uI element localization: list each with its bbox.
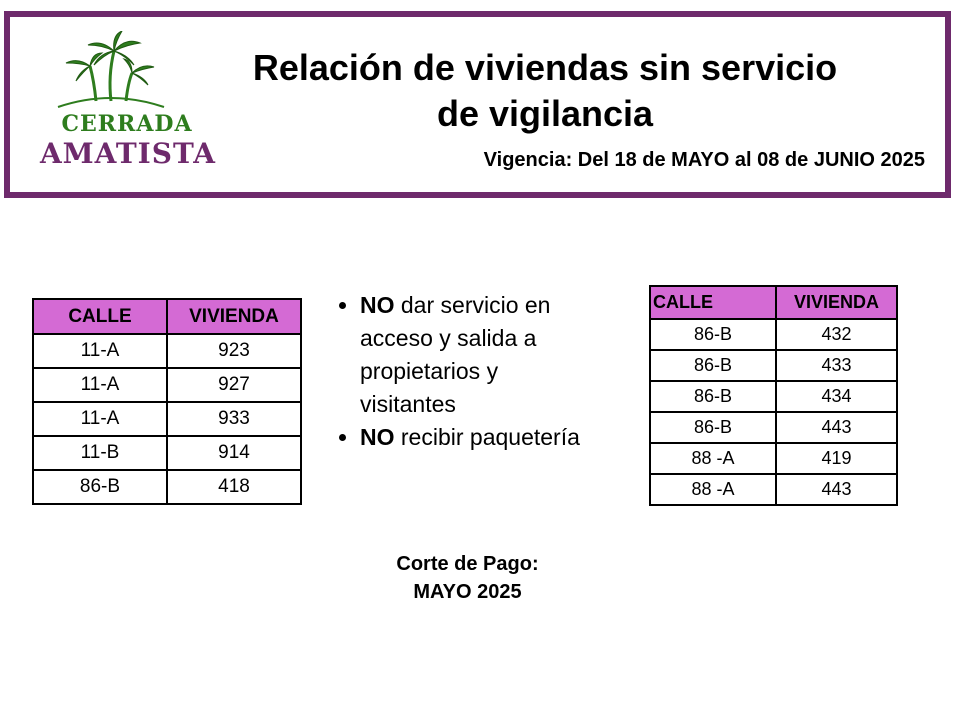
cell-vivienda: 432 [776, 319, 897, 350]
cell-vivienda: 434 [776, 381, 897, 412]
title-line-1: Relación de viviendas sin servicio [252, 47, 838, 88]
cell-vivienda: 927 [167, 368, 301, 402]
note-emphasis: NO [360, 424, 395, 450]
table-row [33, 436, 301, 470]
logo [20, 31, 220, 181]
validity-date: Vigencia: Del 18 de MAYO al 08 de JUNIO 2025 [483, 149, 925, 171]
table-header-row [650, 286, 897, 319]
note-item [360, 421, 590, 454]
cell-calle: 11-B [33, 436, 167, 470]
payment-cutoff [320, 550, 615, 606]
column-header-vivienda: VIVIENDA [776, 286, 897, 319]
table-row [650, 381, 897, 412]
cutoff-month: MAYO 2025 [413, 581, 522, 603]
header-banner [4, 11, 951, 198]
cell-vivienda: 443 [776, 474, 897, 505]
table-header-row [33, 299, 301, 334]
logo-text-amatista: AMATISTA [39, 137, 217, 170]
note-item [360, 289, 590, 421]
table-row [33, 402, 301, 436]
table-row [650, 474, 897, 505]
notes-list [330, 289, 590, 454]
cell-vivienda: 443 [776, 412, 897, 443]
cell-calle: 11-A [33, 368, 167, 402]
table-row [33, 368, 301, 402]
cutoff-label: Corte de Pago: [396, 553, 539, 575]
table-row [650, 412, 897, 443]
cell-vivienda: 433 [776, 350, 897, 381]
table-row [650, 443, 897, 474]
cell-vivienda: 923 [167, 334, 301, 368]
column-header-calle: CALLE [650, 286, 776, 319]
palm-trees-icon [56, 31, 166, 111]
houses-table-left [32, 298, 302, 505]
column-header-vivienda: VIVIENDA [167, 299, 301, 334]
column-header-calle: CALLE [33, 299, 167, 334]
cell-vivienda: 914 [167, 436, 301, 470]
cell-calle: 88 -A [650, 443, 776, 474]
table-row [33, 470, 301, 504]
title-line-2: de vigilancia [436, 93, 654, 134]
cell-vivienda: 418 [167, 470, 301, 504]
cell-calle: 11-A [33, 334, 167, 368]
note-text: recibir paquetería [394, 424, 580, 450]
table-row [33, 334, 301, 368]
table-row [650, 350, 897, 381]
logo-text-cerrada: CERRADA [61, 111, 193, 137]
note-emphasis: NO [360, 292, 395, 318]
note-text: dar servicio en acceso y salida a propietarios y visitantes [360, 292, 551, 417]
cell-vivienda: 419 [776, 443, 897, 474]
cell-calle: 86-B [650, 381, 776, 412]
cell-calle: 88 -A [650, 474, 776, 505]
cell-calle: 11-A [33, 402, 167, 436]
page-title [210, 45, 880, 137]
cell-calle: 86-B [650, 319, 776, 350]
houses-table-right [649, 285, 898, 506]
cell-vivienda: 933 [167, 402, 301, 436]
cell-calle: 86-B [650, 350, 776, 381]
table-row [650, 319, 897, 350]
cell-calle: 86-B [650, 412, 776, 443]
cell-calle: 86-B [33, 470, 167, 504]
